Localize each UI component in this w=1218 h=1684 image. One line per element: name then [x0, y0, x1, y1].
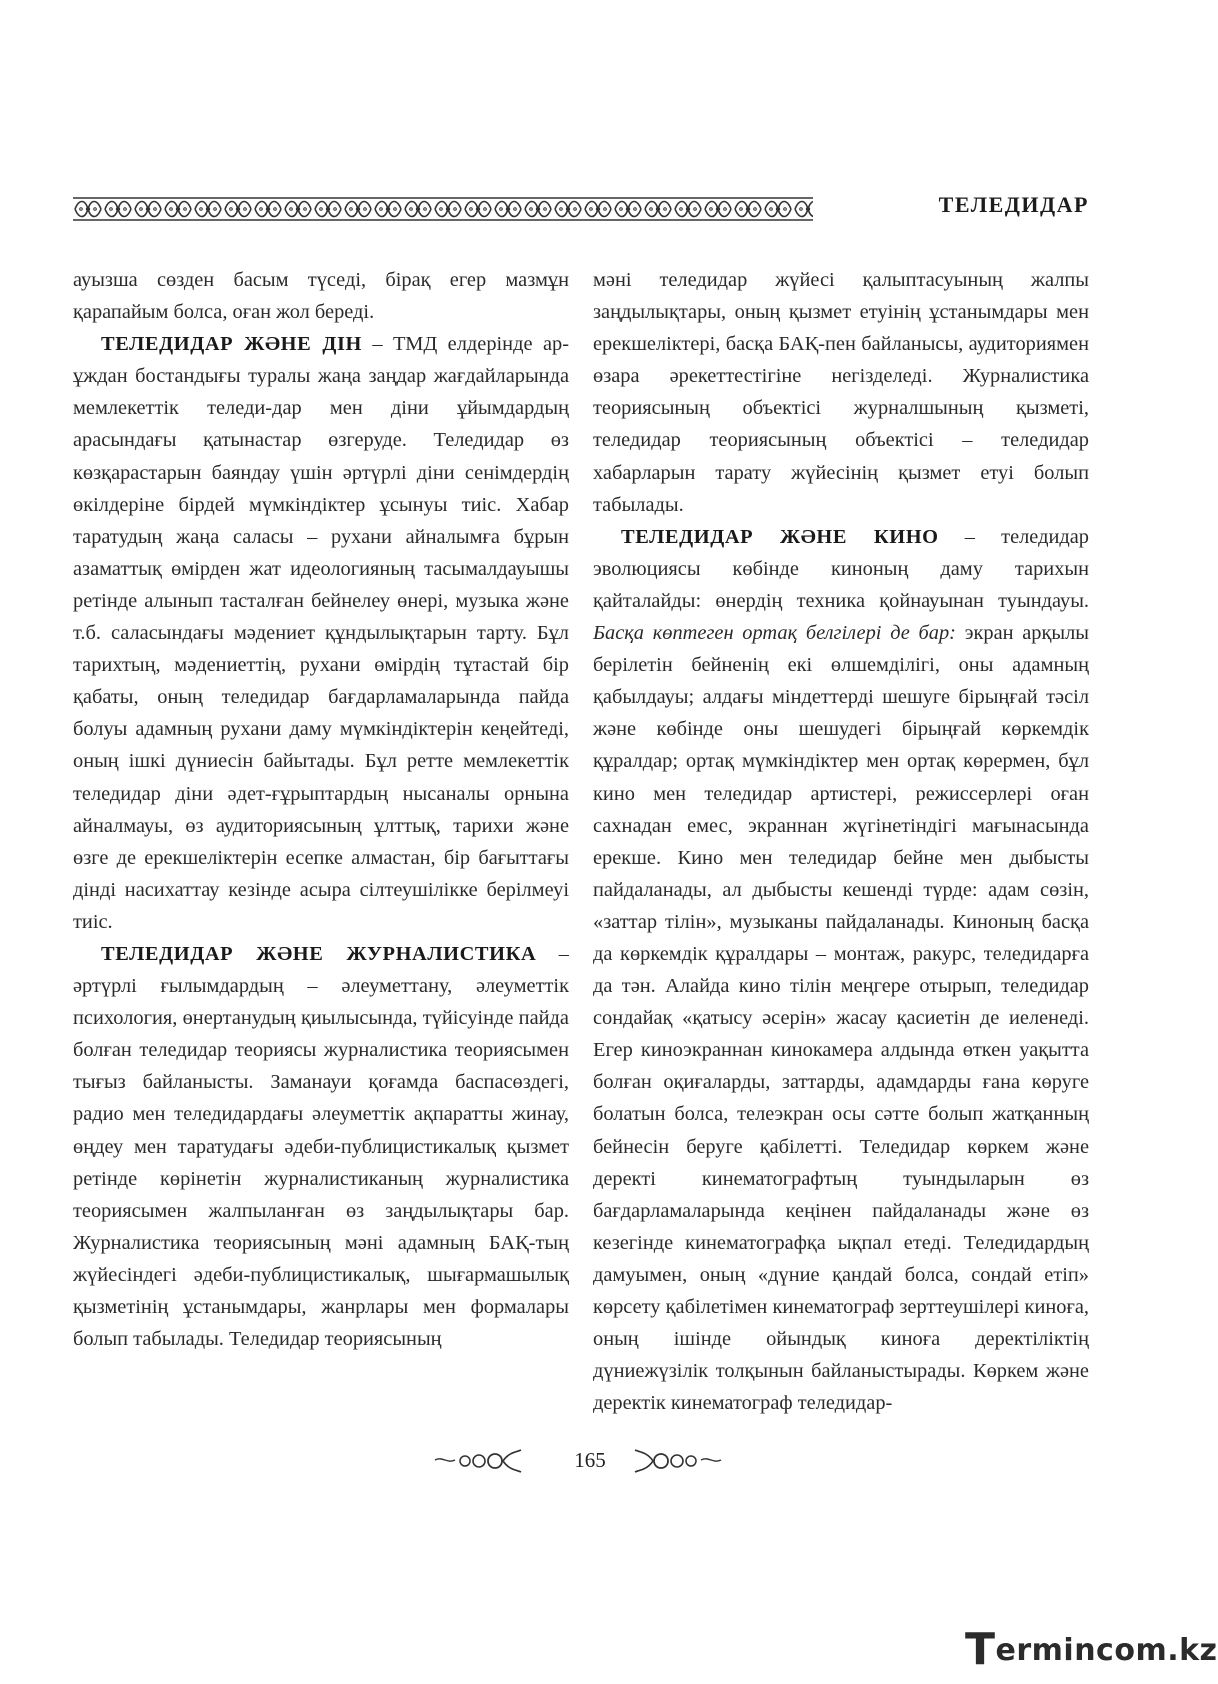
- entry-term: ТЕЛЕДИДАР ЖӘНЕ ДІН: [101, 333, 362, 356]
- page-footer: [0, 1442, 1191, 1482]
- section-title: ТЕЛЕДИДАР: [938, 192, 1089, 217]
- left-column: [73, 264, 569, 1355]
- entry-text: – теледидар эволюциясы көбінде киноның даму тарихын қайталайды: өнердің техника қойнауынан туындауы.: [593, 525, 1089, 612]
- entry-italic-text: Басқа көптеген ортақ белгілері де бар:: [593, 622, 956, 645]
- site-watermark: [965, 1620, 1218, 1675]
- running-header: [73, 188, 1089, 228]
- entry-text: – ТМД елдерінде ар-ұждан бостандығы туралы жаңа заңдар жағдайларында мемлекеттік теледи-дар мен діни ұйымдардың арасындағы қатынастар өзгеруде. Теледидар өз көзқарастарын баяндау үшін әртүрлі діни сенімдердің өкілдеріне бірдей мүмкіндіктер ұсынуы тиіс. Хабар таратудың жаңа саласы – рухани айналымға бұрын азаматтық өмірден жат идеологияның тасымалдауышы ретінде алынып тасталған бейнелеу өнері, музыка және т.б. саласындағы мәдениет құндылықтарын тарту. Бұл тарихтың, мәдениеттің, рухани өмірдің тұтастай бір қабаты, оның теледидар бағдарламаларында пайда болуы адамның рухани даму мүмкіндіктерін кеңейтеді, оның ішкі дүниесін байытады. Бұл ретте мемлекеттік теледидар діни әдет-ғұрыптардың нысаналы орнына айналмауы, өз аудиториясының ұлттық, тарихи және өзге де ерекшеліктерін есепке алмастан, бір бағыттағы дінді насихаттау кезінде асыра сілтеушілікке берілмеуі тиіс.: [73, 333, 569, 933]
- entry-journalism: [73, 938, 569, 1355]
- entry-term: ТЕЛЕДИДАР ЖӘНЕ ЖУРНАЛИСТИКА: [101, 942, 537, 965]
- footer-ornament-left-icon: [433, 1448, 523, 1474]
- watermark-text: ermincom.kz: [995, 1633, 1218, 1668]
- ornamental-border-icon: [73, 196, 813, 222]
- right-column: [593, 264, 1089, 1419]
- entry-text: – әртүрлі ғылымдардың – әлеуметтану, әлеуметтік психология, өнертанудың қиылысында, түйісуінде пайда болған теледидар теориясы журналистика теориясымен тығыз байланысты. Заманауи қоғамда баспасөздегі, радио мен теледидардағы әлеуметтік ақпаратты жинау, өңдеу мен таратудағы әдеби-публицистикалық қызмет ретінде көрінетін журналистиканың журналистика теориясымен жалпыланған өз заңдылықтары бар. Журналистика теориясының мәні адамның БАҚ-тың жүйесіндегі әдеби-публицистикалық, шығармашылық қызметінің ұстанымдары, жанрлары мен формалары болып табылады. Теледидар теориясының: [73, 942, 569, 1351]
- watermark-initial: T: [965, 1624, 996, 1675]
- paragraph: мәні теледидар жүйесі қалыптасуының жалпы заңдылықтары, оның қызмет етуінің ұстанымдары мен ерекшеліктері, басқа БАҚ-пен байланысы, аудиториямен өзара әрекеттестігіне негізделеді. Журналистика теориясының объектісі журналшының қызметі, теледидар теориясының объектісі – теледидар хабарларын тарату жүйесінің қызмет етуі болып табылады.: [593, 269, 1089, 516]
- entry-cinema: [593, 521, 1089, 1420]
- entry-term: ТЕЛЕДИДАР ЖӘНЕ КИНО: [621, 525, 939, 548]
- footer-ornament-right-icon: [633, 1448, 723, 1474]
- entry-text: экран арқылы берілетін бейненің екі өлшемділігі, оны адамның қабылдауы; алдағы міндеттерді шешуге бірыңғай тәсіл және көбінде оны шешудегі бірыңғай көркемдік құралдар; ортақ мүмкіндіктер мен ортақ көрермен, бұл кино мен теледидар артистері, режиссерлері оған сахнадан емес, экраннан жүгінетіндігі мағынасында ерекше. Кино мен теледидар бейне мен дыбысты пайдаланады, ал дыбысты кешенді түрде: адам сөзін, «заттар тілін», музыканы пайдаланады. Киноның басқа да көркемдік құралдары – монтаж, ракурс, теледидарға да тән. Алайда кино тілін меңгере отырып, теледидар сондайақ «қатысу әсерін» жасау қасиетін де иеленеді. Егер киноэкраннан кинокамера алдында өткен уақытта болған оқиғаларды, заттарды, адамдарды ғана көруге болатын болса, телеэкран осы сәтте болып жатқанның бейнесін беруге қабілетті. Теледидар көркем және деректі кинематографтың туындыларын өз бағдарламаларында кеңінен пайдаланады және өз кезегінде кинематографқа ықпал етеді. Теледидардың дамуымен, оның «дүние қандай болса, сондай етіп» көрсету қабілетімен кинематограф зерттеушілері киноға, оның ішінде ойындық киноға деректіліктің дүниежүзілік толқынын байланыстырады. Көркем және деректік кинематограф теледидар-: [593, 622, 1089, 1415]
- paragraph: ауызша сөзден басым түседі, бірақ егер мазмұн қарапайым болса, оған жол береді.: [73, 269, 569, 324]
- page-number: 165: [574, 1448, 606, 1472]
- entry-religion: [73, 328, 569, 938]
